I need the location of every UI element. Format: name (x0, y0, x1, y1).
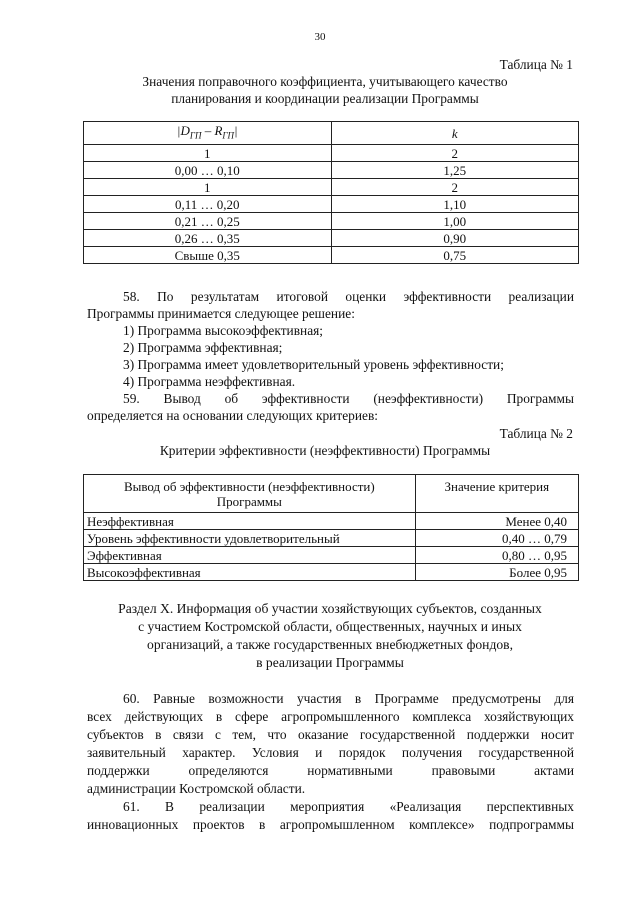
table-row (84, 247, 579, 264)
table1-label: Таблица № 1 (499, 57, 573, 72)
section-heading-line2: с участием Костромской области, общественных, научных и иных (138, 619, 522, 634)
table1-cell: 0,21 … 0,25 (84, 213, 332, 230)
table1-cell: 0,26 … 0,35 (84, 230, 332, 247)
table1-cell: Свыше 0,35 (84, 247, 332, 264)
paragraph-60-line1: 60. Равные возможности участия в Программе предусмотрены для (123, 691, 574, 706)
table1-cell: 1,00 (331, 213, 579, 230)
table1-caption-line2: планирования и координации реализации Программы (171, 91, 479, 106)
table2-cell: 0,40 … 0,79 (415, 530, 578, 547)
section-heading-line3: организаций, а также государственных внебюджетных фондов, (147, 637, 513, 652)
table2-header-value: Значение критерия (415, 475, 578, 513)
table1-cell: 1,25 (331, 162, 579, 179)
paragraph-60-line2: всех действующих в сфере агропромышленного комплекса хозяйствующих (87, 709, 574, 724)
table1-cell: 0,90 (331, 230, 579, 247)
list-item: 2) Программа эффективная; (123, 340, 283, 355)
table1-cell: 1 (84, 179, 332, 196)
list-item: 3) Программа имеет удовлетворительный уровень эффективности; (123, 357, 504, 372)
table-row (84, 179, 579, 196)
table2-cell: Эффективная (84, 547, 416, 564)
table1-cell: 2 (331, 145, 579, 162)
section-heading-line1: Раздел X. Информация об участии хозяйствующих субъектов, созданных (118, 601, 542, 616)
paragraph-60-line6: администрации Костромской области. (87, 781, 306, 796)
table1 (83, 121, 579, 264)
table-row (84, 513, 579, 530)
table2-cell: Уровень эффективности удовлетворительный (84, 530, 416, 547)
list-item: 1) Программа высокоэффективная; (123, 323, 324, 338)
table-row (84, 230, 579, 247)
table1-cell: 1,10 (331, 196, 579, 213)
table1-cell: 0,00 … 0,10 (84, 162, 332, 179)
paragraph-61-line1: 61. В реализации мероприятия «Реализация перспективных (123, 799, 574, 814)
paragraph-59-line1: 59. Вывод об эффективности (неэффективности) Программы (123, 391, 574, 406)
table-row (84, 162, 579, 179)
table-row (84, 547, 579, 564)
paragraph-60-line3: субъектов в связи с тем, что оказание государственной поддержки носит (87, 727, 574, 742)
table2-cell: Более 0,95 (415, 564, 578, 581)
paragraph-60-line4: заявительный характер. Условия и порядок получения государственной (87, 745, 574, 760)
list-item: 4) Программа неэффективная. (123, 374, 296, 389)
table2-cell: 0,80 … 0,95 (415, 547, 578, 564)
table2-label: Таблица № 2 (499, 426, 573, 441)
table2-cell: Неэффективная (84, 513, 416, 530)
paragraph-58-line1: 58. По результатам итоговой оценки эффективности реализации (123, 289, 574, 304)
paragraph-58-line2: Программы принимается следующее решение: (87, 306, 355, 321)
section-heading-line4: в реализации Программы (256, 655, 404, 670)
table1-cell: 0,75 (331, 247, 579, 264)
table-row (84, 145, 579, 162)
table2-cell: Высокоэффективная (84, 564, 416, 581)
table1-header-diff: $|D_{ГП} - R_{ГП}|$ (84, 122, 332, 145)
table1-header-k: k (331, 122, 579, 145)
table2 (83, 474, 579, 581)
table-row (84, 196, 579, 213)
table1-caption-line1: Значения поправочного коэффициента, учитывающего качество (142, 74, 508, 89)
table-row (84, 213, 579, 230)
table2-header-conclusion: Вывод об эффективности (неэффективности) Программы (84, 475, 416, 513)
table1-cell: 2 (331, 179, 579, 196)
table-row (84, 564, 579, 581)
paragraph-60-line5: поддержки определяются нормативными правовыми актами (87, 763, 574, 778)
table2-cell: Менее 0,40 (415, 513, 578, 530)
paragraph-61-line2: инновационных проектов в агропромышленном комплексе» подпрограммы (87, 817, 574, 832)
table-row (84, 530, 579, 547)
paragraph-59-line2: определяется на основании следующих критериев: (87, 408, 378, 423)
table1-cell: 0,11 … 0,20 (84, 196, 332, 213)
page-number: 30 (314, 31, 326, 43)
table1-cell: 1 (84, 145, 332, 162)
table2-caption: Критерии эффективности (неэффективности) Программы (159, 443, 491, 458)
